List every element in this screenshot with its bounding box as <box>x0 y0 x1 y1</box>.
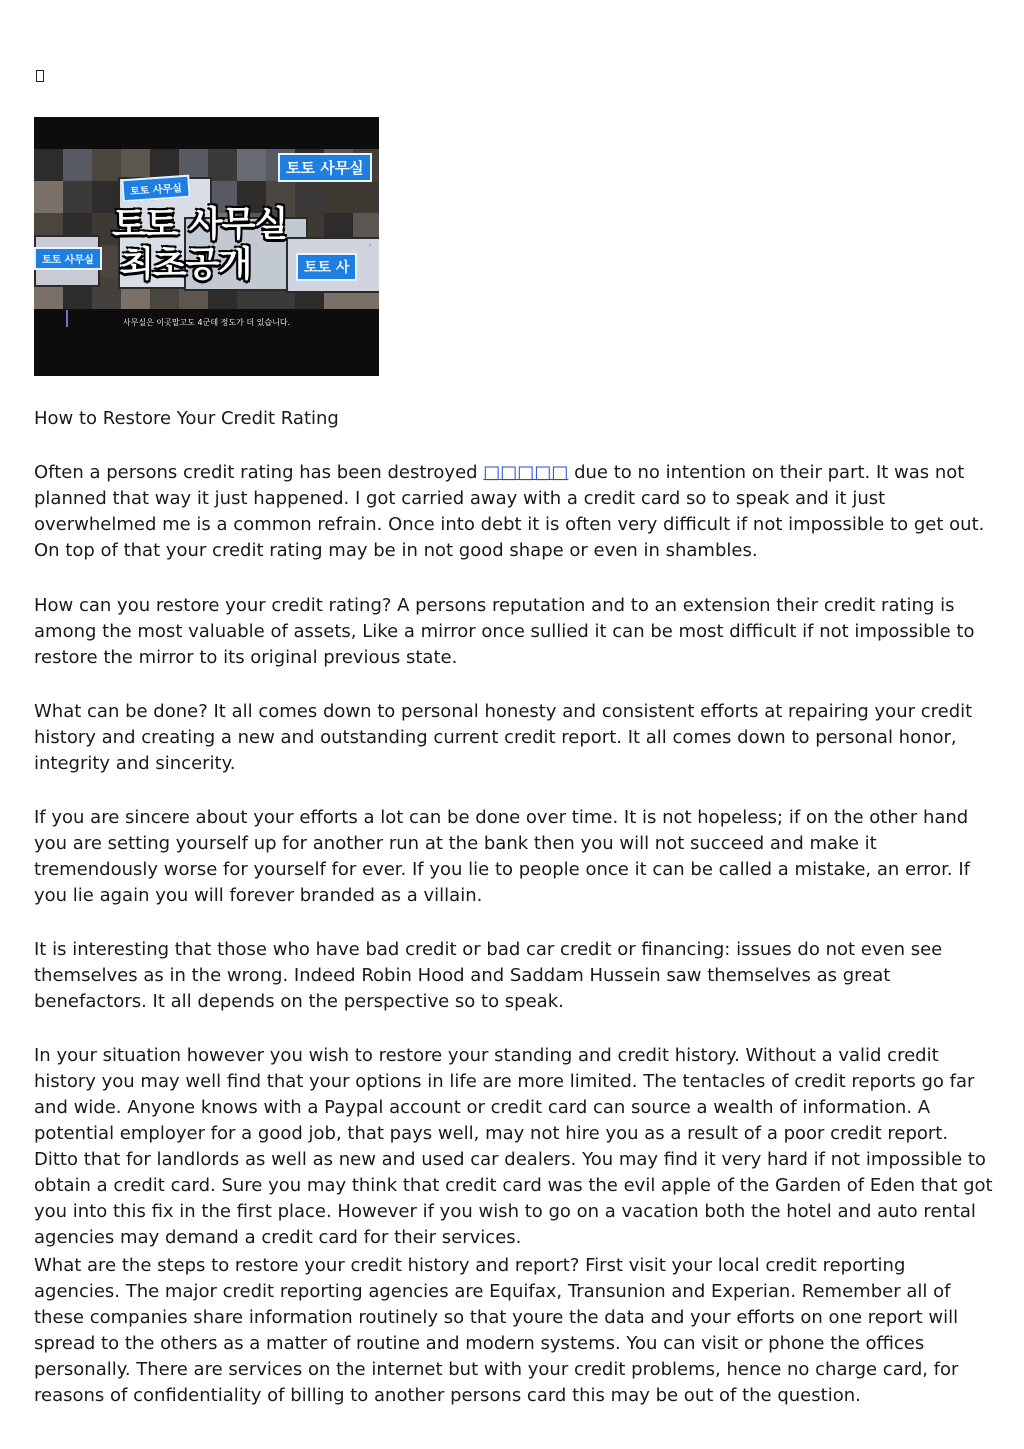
mosaic-cell <box>34 149 63 181</box>
paragraph-1-end: due to no intention on their part. It was not planned that way it just happened. I got carried away with a credit card so to speak and it just overwhelmed me is a common refrain. Once into debt it is often very difficult if not impossible to get out. On top of that your credit rating may be in not good shape or even in shambles. <box>34 462 985 561</box>
paragraph-1-start: Often a persons credit rating has been destroyed <box>34 462 484 483</box>
mosaic-cell <box>92 149 121 181</box>
mosaic-cell <box>208 149 237 181</box>
article-title: How to Restore Your Credit Rating <box>34 408 339 429</box>
thumbnail-title <box>112 205 287 285</box>
mosaic-cell <box>237 149 266 181</box>
thumbnail-caption: 사무실은 이곳말고도 4군데 정도가 더 있습니다. <box>122 318 291 327</box>
thumbnail-title-line2: 최초공개 <box>120 245 252 285</box>
chevron-right-icon: › <box>368 240 372 251</box>
paragraph-6: In your situation however you wish to restore your standing and credit history. Without a valid credit history you may well find that your options in life are more limited. The tentacles of credit reports go far and wide. Anyone knows with a Paypal account or credit card can source a wealth of information. A potential employer for a good job, that pays well, may not hire you as a result of a poor credit report. Ditto that for landlords as well as new and used car dealers. You may find it very hard if not impossible to obtain a credit card. Sure you may think that credit card was the evil apple of the Garden of Eden that got you into this fix in the first place. However if you wish to go on a vacation both the hotel and auto rental agencies may demand a credit card for their services. <box>34 1045 993 1248</box>
mosaic-cell <box>63 149 92 181</box>
thumbnail-title-line1: 토토 사무실 <box>112 205 288 245</box>
thumbnail-tag-right: 토토 사 <box>296 253 357 281</box>
inline-link[interactable]: □□□□□ <box>483 462 569 483</box>
paragraph-2: How can you restore your credit rating? A persons reputation and to an extension their credit rating is among the most valuable of assets, Like a mirror once sullied it can be most difficult if not impossible to restore the mirror to its original previous state. <box>34 595 975 668</box>
paragraph-4: If you are sincere about your efforts a lot can be done over time. It is not hopeless; if on the other hand you are setting yourself up for another run at the bank then you will not succeed and make it tremendously worse for yourself for ever. If you lie to people once it can be called a mistake, an error. If you lie again you will forever branded as a villain. <box>34 807 971 906</box>
paragraph-1 <box>34 460 994 564</box>
thumbnail-tag-upper-left: 토토 사무실 <box>121 175 190 203</box>
mosaic-cell <box>34 181 63 213</box>
paragraph-5: It is interesting that those who have bad credit or bad car credit or financing: issues do not even see themselves as in the wrong. Indeed Robin Hood and Saddam Hussein saw themselves as great benefactors. It all depends on the perspective so to speak. <box>34 939 943 1012</box>
mosaic-cell <box>63 181 92 213</box>
missing-glyph-icon <box>36 70 44 82</box>
thumbnail-tag-top-right: 토토 사무실 <box>278 153 372 182</box>
mosaic-cell <box>324 181 353 213</box>
paragraph-7: What are the steps to restore your credit history and report? First visit your local credit reporting agencies. The major credit reporting agencies are Equifax, Transunion and Experian. Remember all of these companies share information routinely so that youre the data and your efforts on one report will spread to the others as a matter of routine and modern systems. You can visit or phone the offices personally. There are services on the internet but with your credit problems, hence no charge card, for reasons of confidentiality of billing to another persons card this may be out of the question. <box>34 1255 959 1406</box>
video-thumbnail[interactable] <box>34 117 379 376</box>
paragraph-3: What can be done? It all comes down to personal honesty and consistent efforts at repairing your credit history and creating a new and outstanding current credit report. It all comes down to personal honor, integrity and sincerity. <box>34 701 973 774</box>
mosaic-cell <box>353 181 379 213</box>
thumbnail-tag-left: 토토 사무실 <box>34 247 102 270</box>
mosaic-cell <box>295 181 324 213</box>
